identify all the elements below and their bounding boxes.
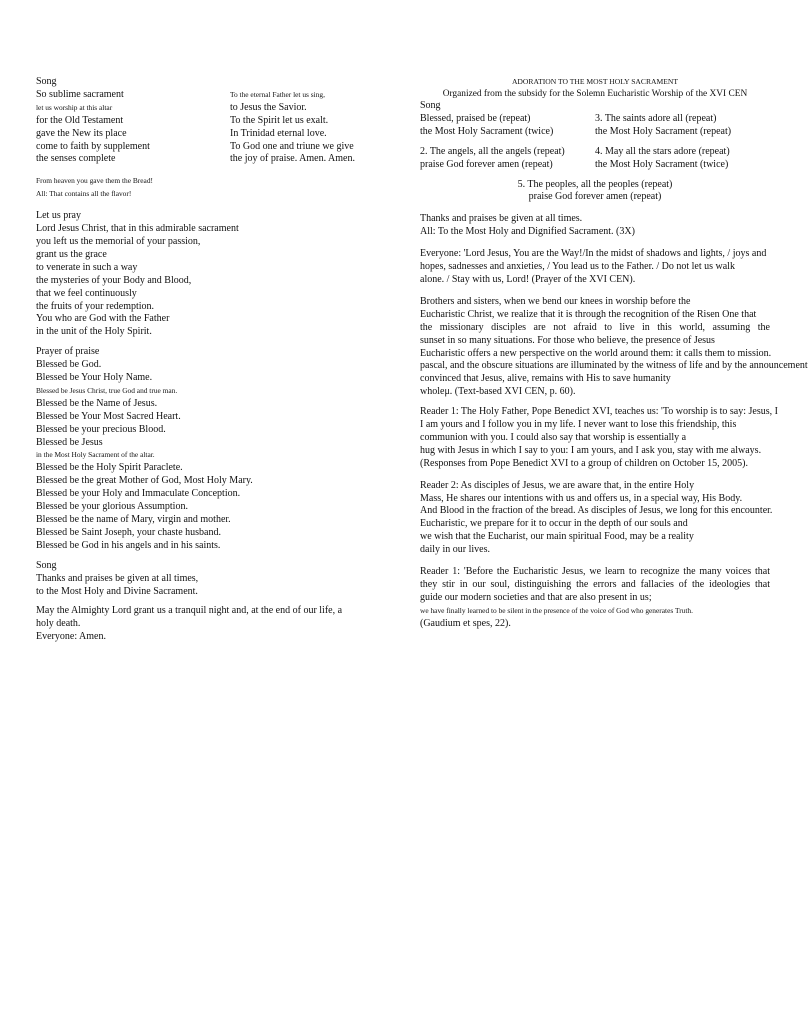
text-line: Blessed be your Holy and Immaculate Conception. — [36, 488, 241, 500]
hymn-stanza-left — [36, 89, 230, 166]
verse-3 — [595, 113, 770, 139]
text-line: Blessed be Jesus — [36, 436, 103, 448]
text-line: the Most Holy Sacrament (twice) — [420, 125, 554, 137]
text-line: alone. / Stay with us, Lord! (Prayer of the XVI CEN). — [420, 273, 636, 285]
text-line: Eucharistic Christ, we realize that it is through the recognition of the Risen One that — [420, 308, 757, 320]
verse-1 — [420, 113, 595, 139]
reader-2-reflection — [420, 479, 773, 557]
text-line: 5. The peoples, all the peoples (repeat) — [517, 178, 673, 190]
text-line: Blessed be the Holy Spirit Paraclete. — [36, 462, 183, 474]
text-line: to Jesus the Savior. — [230, 101, 307, 113]
text-line: Prayer of praise — [36, 346, 100, 358]
text-line: Blessed be your precious Blood. — [36, 423, 166, 435]
text-line: we wish that the Eucharist, our main spiritual Food, may be a reality — [420, 531, 694, 543]
text-line: Lord Jesus Christ, that in this admirable sacrament — [36, 223, 239, 235]
text-line: Thanks and praises be given at all times, — [36, 572, 199, 584]
text-line: 3. The saints adore all (repeat) — [595, 112, 717, 124]
document-subtitle: Organized from the subsidy for the Solemn Eucharistic Worship of the XVI CEN — [442, 89, 748, 99]
text-line: the mysteries of your Body and Blood, — [36, 274, 192, 286]
text-line: Song — [36, 559, 57, 571]
text-line: So sublime sacrament — [36, 88, 124, 100]
text-line: they stir in our soul, distinguishing the errors and fallacies of the ideologies that — [420, 579, 770, 590]
text-line: Blessed be Jesus Christ, true God and true man. — [36, 385, 178, 395]
text-line: Blessed be Saint Joseph, your chaste husband. — [36, 526, 221, 538]
prayer-of-praise-section — [36, 346, 406, 553]
document-title: ADORATION TO THE MOST HOLY SACRAMENT — [511, 77, 679, 86]
text-line: in the unit of the Holy Spirit. — [36, 326, 152, 338]
text-line: All: To the Most Holy and Dignified Sacrament. (3X) — [420, 226, 635, 238]
text-line: to the Most Holy and Divine Sacrament. — [36, 585, 198, 597]
text-line: Reader 1: The Holy Father, Pope Benedict XVI, teaches us: 'To worship is to say: Jesus, I — [420, 406, 778, 418]
text-line: the missionary disciples are not afraid to live in this world, assuming the — [420, 321, 770, 333]
text-line: to venerate in such a way — [36, 261, 138, 273]
song-verses-row-1 — [420, 113, 770, 139]
left-column — [36, 76, 406, 644]
text-line: convinced that Jesus, alive, remains with His to save humanity — [420, 373, 671, 385]
closing-blessing — [36, 605, 406, 644]
text-line: guide our modern societies and that are also present in us; — [420, 591, 652, 603]
right-column — [420, 76, 808, 631]
text-line: Reader 2: As disciples of Jesus, we are aware that, in the entire Holy — [420, 479, 695, 491]
text-line: let us worship at this altar — [36, 102, 113, 112]
text-line: In Trinidad eternal love. — [230, 127, 327, 139]
brothers-sisters-reflection — [420, 295, 808, 399]
text-line: Let us pray — [36, 210, 81, 222]
text-line: the Most Holy Sacrament (twice) — [595, 158, 729, 170]
text-line: the joy of praise. Amen. Amen. — [230, 153, 355, 165]
closing-song-section — [36, 560, 406, 599]
text-line: Blessed be your glorious Assumption. — [36, 501, 188, 513]
text-line: Blessed be God. — [36, 359, 102, 371]
text-line: From heaven you gave them the Bread! — [36, 176, 153, 186]
text-line: Blessed be the name of Mary, virgin and mother. — [36, 514, 231, 525]
text-line: Mass, He shares our intentions with us and offers us, in a special way, His Body. — [420, 492, 743, 504]
text-line: Blessed be Your Holy Name. — [36, 372, 153, 384]
bread-versicle — [36, 175, 406, 201]
text-line: Everyone: Amen. — [36, 631, 106, 643]
text-line: To the eternal Father let us sing, — [230, 89, 325, 99]
text-line: you left us the memorial of your passion, — [36, 235, 201, 247]
text-line: May the Almighty Lord grant us a tranquil night and, at the end of our life, a — [36, 605, 343, 617]
verse-5 — [420, 179, 770, 205]
text-line: (Responses from Pope Benedict XVI to a group of children on October 15, 2005). — [420, 457, 748, 469]
text-line: Reader 1: 'Before the Eucharistic Jesus, we learn to recognize the many voices that — [420, 566, 770, 578]
text-line: the fruits of your redemption. — [36, 300, 155, 312]
text-line: Brothers and sisters, when we bend our knees in worship before the — [420, 295, 691, 307]
text-line: hug with Jesus in which I say to you: I am yours, and I ask you, stay with me always. — [420, 444, 762, 456]
text-line: I am yours and I follow you in my life. I never want to lose this friendship, this — [420, 419, 737, 431]
text-line: wholeμ. (Text-based XVI CEN, p. 60). — [420, 386, 576, 398]
text-line: sunset in so many situations. For those who believe, the presence of Jesus — [420, 334, 715, 346]
verse-2 — [420, 146, 595, 172]
text-line: Blessed be the great Mother of God, Most Holy Mary. — [36, 475, 253, 487]
text-line: Eucharistic, we prepare for it to occur in the depth of our souls and — [420, 518, 688, 530]
text-line: 4. May all the stars adore (repeat) — [595, 145, 730, 157]
let-us-pray-section — [36, 210, 406, 339]
text-line: To the Spirit let us exalt. — [230, 114, 329, 126]
everyone-prayer — [420, 248, 770, 287]
text-line: we have finally learned to be silent in the presence of the voice of God who generates Truth. — [420, 605, 693, 615]
text-line: All: That contains all the flavor! — [36, 189, 132, 199]
text-line: for the Old Testament — [36, 114, 124, 126]
reader-1-gaudium — [420, 566, 770, 631]
text-line: in the Most Holy Sacrament of the altar. — [36, 450, 155, 460]
text-line: Blessed, praised be (repeat) — [420, 112, 531, 124]
verse-4 — [595, 146, 770, 172]
text-line: that we feel continuously — [36, 287, 137, 299]
text-line: gave the New its place — [36, 127, 127, 139]
text-line: Blessed be the Name of Jesus. — [36, 397, 158, 409]
text-line: communion with you. I could also say that worship is essentially a — [420, 431, 687, 443]
text-line: Eucharistic offers a new perspective on the world around them: it calls them to mission. — [420, 347, 772, 359]
text-line: You who are God with the Father — [36, 313, 170, 325]
text-line: (Gaudium et spes, 22). — [420, 617, 511, 629]
text-line: To God one and triune we give — [230, 140, 354, 152]
reader-1-benedict — [420, 406, 778, 471]
text-line: And Blood in the fraction of the bread. As disciples of Jesus, we long for this encounter. — [420, 505, 773, 517]
song-heading: Song — [420, 100, 441, 111]
text-line: praise God forever amen (repeat) — [420, 158, 553, 170]
song-verses-row-2 — [420, 146, 770, 172]
text-line: hopes, sadnesses and anxieties, / You lead us to the Father. / Do not let us walk — [420, 261, 735, 273]
text-line: the senses complete — [36, 153, 116, 165]
text-line: Blessed be God in his angels and in his saints. — [36, 539, 221, 551]
text-line: come to faith by supplement — [36, 140, 150, 152]
text-line: 2. The angels, all the angels (repeat) — [420, 145, 565, 157]
song-heading: Song — [36, 76, 57, 87]
text-line: Everyone: 'Lord Jesus, You are the Way!/In the midst of shadows and lights, / joys and — [420, 248, 767, 260]
text-line: holy death. — [36, 618, 81, 630]
hymn-stanza-right — [230, 89, 355, 166]
hymn-stanzas — [36, 89, 406, 166]
text-line: pascal, and the obscure situations are illuminated by the witness of life and by the announcement — [420, 360, 808, 372]
text-line: praise God forever amen (repeat) — [528, 191, 662, 203]
text-line: daily in our lives. — [420, 544, 490, 556]
text-line: the Most Holy Sacrament (repeat) — [595, 125, 732, 137]
text-line: grant us the grace — [36, 248, 107, 260]
text-line: Blessed be Your Most Sacred Heart. — [36, 410, 181, 422]
text-line: Thanks and praises be given at all times. — [420, 213, 583, 225]
thanks-acclamation — [420, 213, 770, 239]
